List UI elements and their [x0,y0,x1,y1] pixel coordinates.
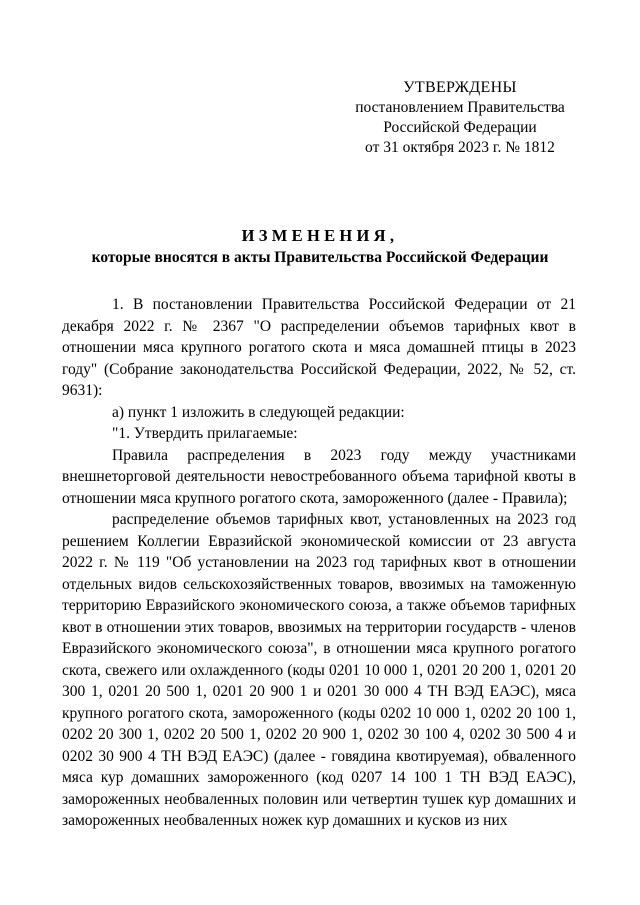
paragraph-1: 1. В постановлении Правительства Российской Федерации от 21 декабря 2022 г. № 2367 "О распределении объемов тарифных квот в отношении мяса крупного рогатого скота и мяса домашней птицы в 2023 году" (Собрание законодательства Российской Федерации, 2022, № 52, ст. 9631): [62,296,576,399]
document-body [62,294,576,832]
approval-line-1: постановлением Правительства [355,99,565,116]
approval-line-2: Российской Федерации [383,119,537,136]
approval-heading: УТВЕРЖДЕНЫ [403,79,517,96]
document-title: ИЗМЕНЕНИЯ, [241,226,399,245]
paragraph-3: "1. Утвердить прилагаемые: [112,425,298,442]
approval-stamp [340,78,580,158]
approval-line-3: от 31 октября 2023 г. № 1812 [365,139,555,156]
document-subtitle: которые вносятся в акты Правительства Российской Федерации [91,249,549,266]
paragraph-4: Правила распределения в 2023 году между участниками внешнеторговой деятельности невостребованного объема тарифной квоты в отношении мяса крупного рогатого скота, замороженного (далее - Правила); [62,446,576,507]
paragraph-2: а) пункт 1 изложить в следующей редакции: [112,403,405,421]
paragraph-5: распределение объемов тарифных квот, установленных на 2023 год решением Коллегии Евразийской экономической комиссии от 23 августа 2022 г. № 119 "Об установлении на 2023 год тарифных квот в отношении отдельных видов сельскохозяйственных товаров, ввозимых на таможенную территорию Евразийского экономического союза, а также объемов тарифных квот в отношении этих товаров, ввозимых на территории государств - членов Евразийского экономического союза", в отношении мяса крупного рогатого скота, свежего или охлажденного (коды 0201 10 000 1, 0201 20 200 1, 0201 20 300 1, 0201 20 500 1, 0201 20 900 1 и 0201 30 000 4 ТН ВЭД ЕАЭС), мяса крупного рогатого скота, замороженного (коды 0202 10 000 1, 0202 20 100 1, 0202 20 300 1, 0202 20 500 1, 0202 20 900 1, 0202 30 100 4, 0202 30 500 4 и 0202 30 900 4 ТН ВЭД ЕАЭС) (далее - говядина квотируемая), обваленного мяса кур домашних замороженного (код 0207 14 100 1 ТН ВЭД ЕАЭС), замороженных необваленных половин или четвертин тушек кур домашних и замороженных необваленных ножек кур домашних и кусков из них [62,511,576,829]
